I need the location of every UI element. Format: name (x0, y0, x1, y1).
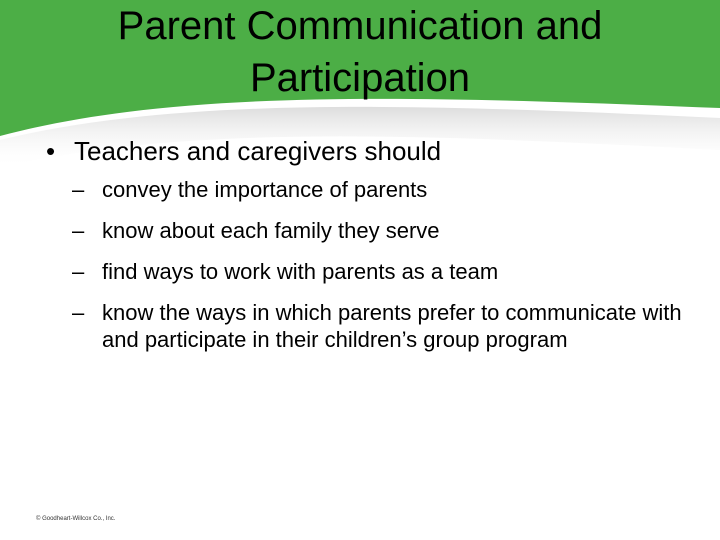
sub-bullet-list (46, 176, 686, 353)
dash-marker: – (72, 218, 85, 243)
sub-bullet-item (72, 176, 686, 203)
dash-marker: – (72, 259, 85, 284)
sub-bullet-text: know about each family they serve (102, 218, 440, 243)
sub-bullet-text: convey the importance of parents (102, 177, 428, 202)
copyright-footer: © Goodheart-Willcox Co., Inc. (36, 516, 116, 522)
sub-bullet-text: find ways to work with parents as a team (102, 259, 499, 284)
bullet-marker: • (46, 136, 56, 166)
bullet-text: Teachers and caregivers should (74, 136, 442, 166)
sub-bullet-item (72, 299, 686, 353)
title-line-2: Participation (249, 56, 471, 100)
slide-content (46, 132, 686, 353)
dash-marker: – (72, 300, 85, 325)
sub-bullet-item (72, 258, 686, 285)
sub-bullet-text: know the ways in which parents prefer to communicate with and participate in their children’s group program (102, 300, 682, 352)
main-bullet (46, 132, 686, 170)
dash-marker: – (72, 177, 85, 202)
sub-bullet-item (72, 217, 686, 244)
slide-title (20, 0, 700, 104)
title-line-1: Parent Communication and (117, 4, 603, 48)
